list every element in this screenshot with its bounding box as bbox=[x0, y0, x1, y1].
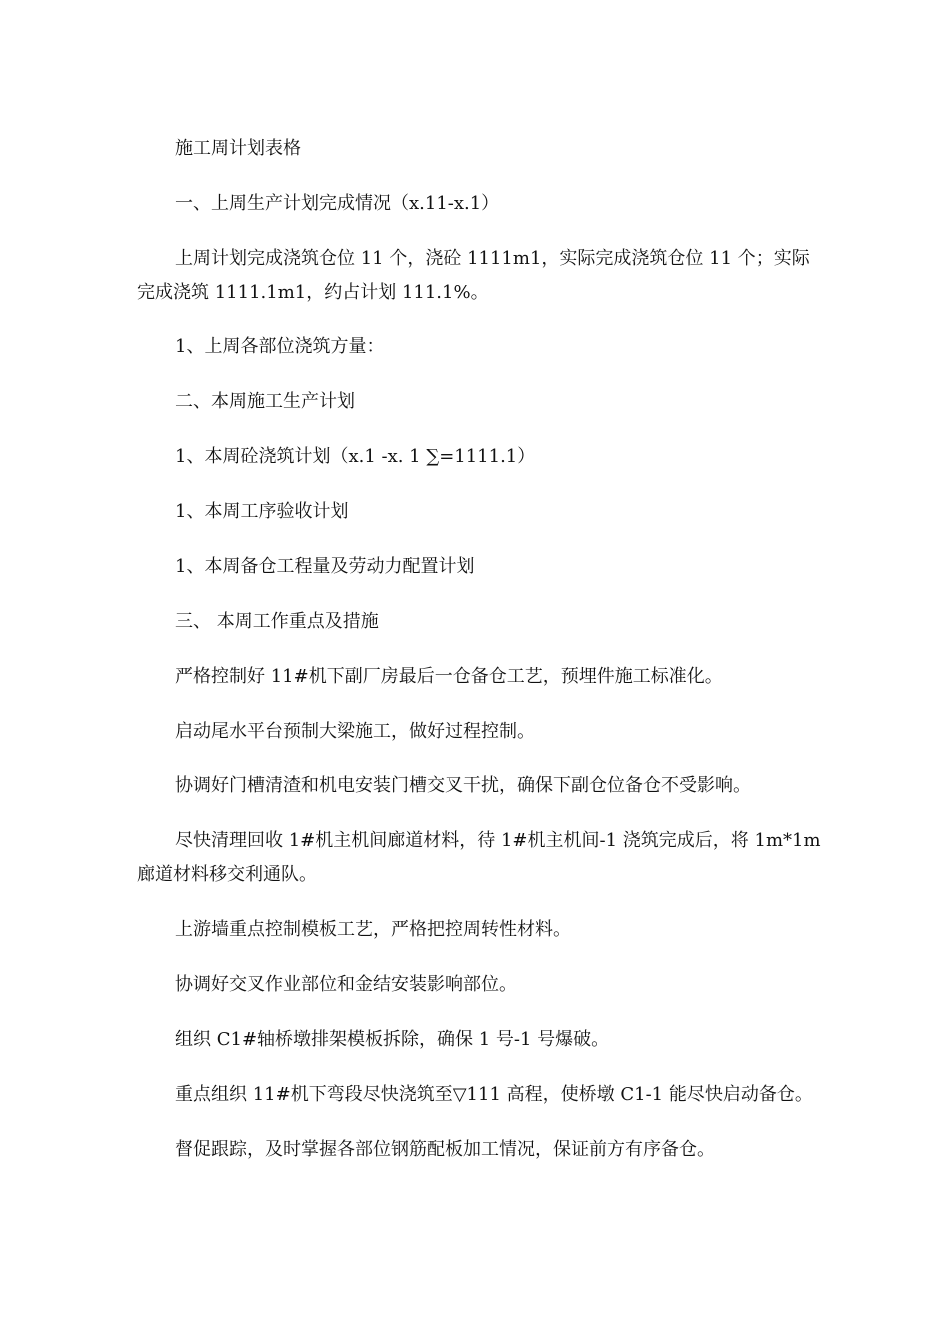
measure-item: 严格控制好 11#机下副厂房最后一仓备仓工艺，预埋件施工标准化。 bbox=[175, 666, 723, 687]
measure-item: 启动尾水平台预制大梁施工，做好过程控制。 bbox=[175, 721, 535, 742]
section-3-heading: 三、 本周工作重点及措施 bbox=[175, 611, 379, 632]
measure-item: 重点组织 11#机下弯段尽快浇筑至▽111 高程，使桥墩 C1-1 能尽快启动备仓。 bbox=[175, 1084, 813, 1105]
summary-line-2: 完成浇筑 1111.1m1，约占计划 111.1%。 bbox=[137, 282, 489, 303]
measure-item: 协调好交叉作业部位和金结安装影响部位。 bbox=[175, 974, 517, 995]
measure-item: 组织 C1#轴桥墩排架模板拆除，确保 1 号-1 号爆破。 bbox=[175, 1029, 610, 1050]
measure-item: 督促跟踪，及时掌握各部位钢筋配板加工情况，保证前方有序备仓。 bbox=[175, 1139, 715, 1160]
summary-line-1: 上周计划完成浇筑仓位 11 个，浇砼 1111m1，实际完成浇筑仓位 11 个；实际 bbox=[175, 248, 810, 269]
item-1-1: 1、上周各部位浇筑方量： bbox=[175, 336, 385, 357]
measure-item: 尽快清理回收 1#机主机间廊道材料，待 1#机主机间-1 浇筑完成后，将 1m*1m bbox=[175, 830, 821, 851]
item-2-1: 1、本周砼浇筑计划（x.1 -x. 1 ∑=1111.1） bbox=[175, 446, 536, 467]
measure-item: 上游墙重点控制模板工艺，严格把控周转性材料。 bbox=[175, 919, 571, 940]
item-2-2: 1、本周工序验收计划 bbox=[175, 501, 349, 522]
measure-item: 协调好门槽清渣和机电安装门槽交叉干扰，确保下副仓位备仓不受影响。 bbox=[175, 775, 751, 796]
measure-item-continuation: 廊道材料移交利通队。 bbox=[137, 864, 317, 885]
section-2-heading: 二、本周施工生产计划 bbox=[175, 391, 355, 412]
document-title: 施工周计划表格 bbox=[175, 138, 301, 159]
section-1-heading: 一、上周生产计划完成情况（x.11-x.1） bbox=[175, 193, 500, 214]
item-2-3: 1、本周备仓工程量及劳动力配置计划 bbox=[175, 556, 475, 577]
